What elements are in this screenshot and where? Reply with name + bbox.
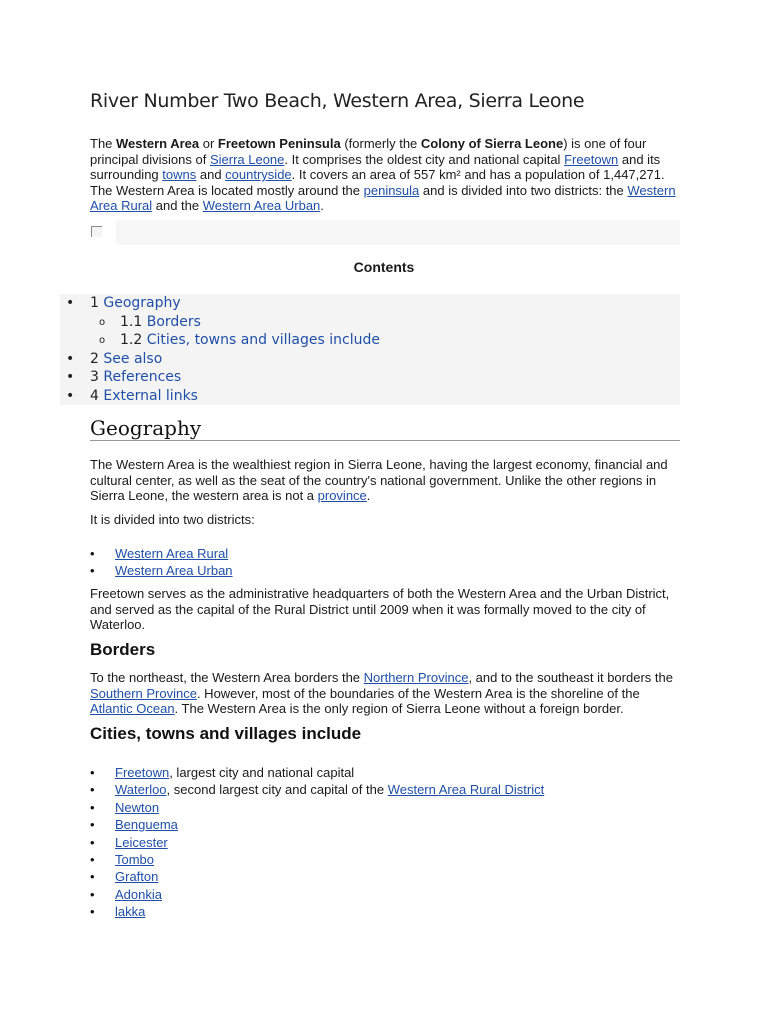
- link-sierra-leone[interactable]: Sierra Leone: [209, 151, 285, 167]
- infobox-shade: [116, 220, 680, 245]
- link-freetown[interactable]: Freetown: [564, 151, 619, 167]
- link-city[interactable]: Benguema: [115, 817, 178, 833]
- geography-heading: Geography: [90, 421, 680, 441]
- geography-paragraph-1: The Western Area is the wealthiest region in Sierra Leone, having the largest economy, financial and cultural center, as well as the seat of the country's national government. Unlike the other regions in Sierra Leone, the western area is not a province.: [90, 457, 668, 503]
- link-district-rural[interactable]: Western Area Rural: [115, 546, 229, 561]
- link-city[interactable]: Adonkia: [115, 886, 162, 902]
- list-item: [90, 816, 680, 833]
- link-district-urban[interactable]: Western Area Urban: [115, 563, 233, 579]
- toc-item-see-also[interactable]: • 2 See also: [60, 350, 680, 369]
- link-city[interactable]: Tombo: [115, 851, 155, 867]
- list-item: [90, 562, 680, 579]
- toc-item-geography[interactable]: • 1 Geography: [60, 294, 680, 313]
- broken-image-icon: [91, 226, 102, 237]
- districts-list: [90, 545, 680, 580]
- toc-item-external-links[interactable]: • 4 External links: [60, 387, 680, 406]
- table-of-contents: [60, 294, 680, 405]
- list-item: [90, 851, 680, 868]
- link-city[interactable]: Freetown: [115, 765, 170, 780]
- circle-bullet-icon: o: [99, 335, 106, 346]
- link-western-area-urban[interactable]: Western Area Urban: [202, 198, 321, 213]
- list-item: [90, 799, 680, 816]
- toc-item-cities[interactable]: o 1.2 Cities, towns and villages include: [60, 331, 680, 350]
- link-city[interactable]: Grafton: [115, 869, 159, 885]
- list-item: • Freetown, largest city and national capital: [90, 764, 680, 781]
- link-countryside[interactable]: countryside: [225, 167, 292, 182]
- bullet-icon: •: [66, 295, 75, 311]
- link-peninsula[interactable]: peninsula: [363, 182, 420, 198]
- list-item: [90, 834, 680, 851]
- cities-list: [90, 764, 680, 921]
- link-southern-province[interactable]: Southern Province: [90, 685, 197, 701]
- borders-heading: Borders: [90, 640, 156, 659]
- toc-item-borders[interactable]: o 1.1 Borders: [60, 313, 680, 332]
- bullet-icon: •: [66, 350, 75, 367]
- contents-title: Contents: [353, 259, 415, 275]
- infobox-placeholder: [90, 220, 680, 245]
- geography-paragraph-2: It is divided into two districts:: [90, 512, 255, 527]
- toc-item-references[interactable]: • 3 References: [60, 368, 680, 387]
- link-city[interactable]: Waterloo: [115, 782, 167, 798]
- bullet-icon: •: [66, 387, 75, 404]
- page-title: River Number Two Beach, Western Area, Sierra Leone: [90, 90, 585, 112]
- link-city[interactable]: Leicester: [115, 834, 168, 850]
- list-item: [90, 903, 680, 920]
- link-rural-district[interactable]: Western Area Rural District: [387, 782, 545, 798]
- bullet-icon: •: [66, 369, 75, 385]
- link-city[interactable]: lakka: [115, 904, 146, 920]
- link-atlantic-ocean[interactable]: Atlantic Ocean: [90, 701, 175, 716]
- cities-heading: Cities, towns and villages include: [90, 724, 362, 743]
- intro-paragraph: The Western Area or Freetown Peninsula (formerly the Colony of Sierra Leone) is one of four principal divisions of Sierra Leone. It comprises the oldest city and national capital Freetown and its surrounding towns and countryside. It covers an area of 557 km² and has a population of 1,447,271. The Western Area is located mostly around the peninsula and is divided into two districts: the Western Area Rural and the Western Area Urban.: [90, 136, 676, 213]
- link-western-area-rural[interactable]: Western Area Rural: [90, 182, 676, 213]
- borders-paragraph: To the northeast, the Western Area borders the Northern Province, and to the southeast it borders the Southern Province. However, most of the boundaries of the Western Area is the shoreline of the Atlantic Ocean. The Western Area is the only region of Sierra Leone without a foreign border.: [90, 670, 673, 716]
- list-item: [90, 886, 680, 903]
- list-item: [90, 868, 680, 885]
- circle-bullet-icon: o: [99, 316, 106, 328]
- link-northern-province[interactable]: Northern Province: [363, 670, 469, 685]
- link-province[interactable]: province: [317, 488, 367, 503]
- link-towns[interactable]: towns: [162, 167, 197, 182]
- list-item: [90, 545, 680, 562]
- link-city[interactable]: Newton: [115, 799, 160, 815]
- list-item: • Waterloo, second largest city and capital of the Western Area Rural District: [90, 781, 680, 798]
- geography-paragraph-3: Freetown serves as the administrative headquarters of both the Western Area and the Urban District, and served as the capital of the Rural District until 2009 when it was formally moved to the city of Waterloo.: [90, 586, 670, 632]
